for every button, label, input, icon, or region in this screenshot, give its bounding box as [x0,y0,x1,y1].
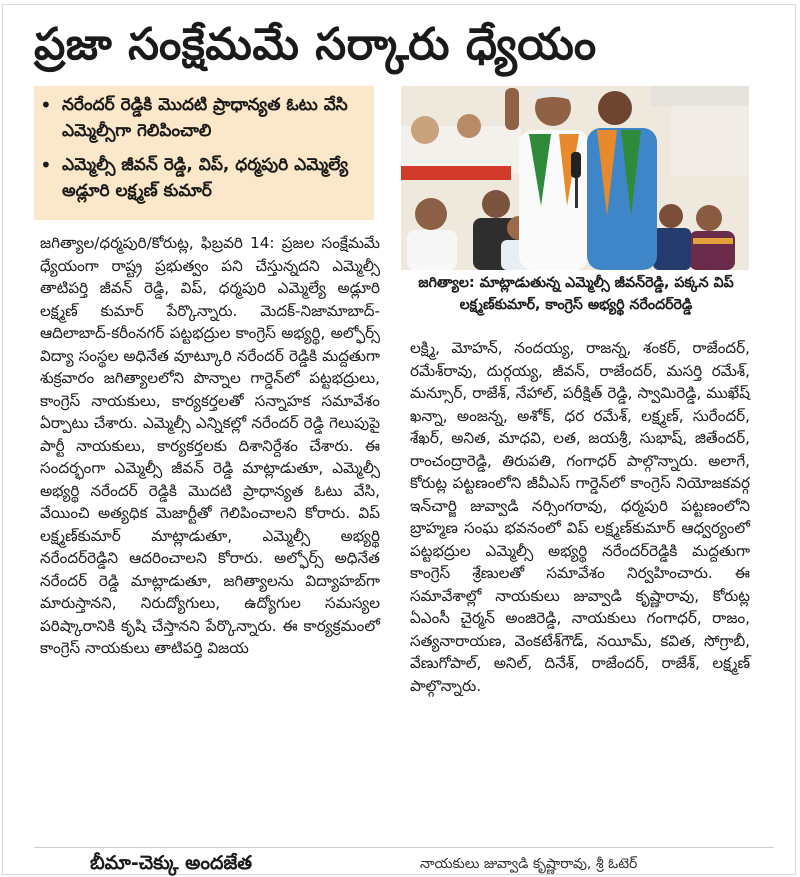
section-divider [34,847,774,848]
article-column-left: జగిత్యాల/ధర్మపురి/కోరుట్ల, ఫిబ్రవరి 14: ప్రజల సంక్షేమమే ధ్యేయంగా రాష్ట్ర ప్రభుత్వం పని చేస్తున్నదని ఎమ్మెల్సీ తాటిపర్తి జీవన్ రెడ్డి, విప్, ధర్మపురి ఎమ్మెల్యే అడ్లూరి లక్ష్మణ్ కుమార్ పేర్కొన్నారు. మెదక్-నిజామాబాద్-ఆదిలాబాద్-కరీంనగర్ పట్టభద్రుల కాంగ్రెస్ అభ్యర్థి, అల్ఫోర్స్ విద్యా సంస్థల అధినేత వూట్కూరి నరేందర్ రెడ్డికి మద్దతుగా శుక్రవారం జగిత్యాలలోని పొన్నాల గార్డెన్‌లో పట్టభద్రులు, కాంగ్రెస్ నాయకులు, కార్యకర్తలతో సన్నాహక సమావేశం ఏర్పాటు చేశారు. ఎమ్మెల్సీ ఎన్నికల్లో నరేందర్ రెడ్డి గెలుపుపై పార్టీ నాయకులు, కార్యకర్తలకు దిశానిర్దేశం చేశారు. ఈ సందర్భంగా ఎమ్మెల్సీ జీవన్ రెడ్డి మాట్లాడుతూ, ఎమ్మెల్సీ అభ్యర్థి నరేందర్ రెడ్డికి మొదటి ప్రాధాన్యత ఓటు వేసి, వేయించి అత్యధిక మెజార్టీతో గెలిపించాలని కోరారు. విప్ లక్ష్మణ్‌కుమార్ మాట్లాడుతూ, ఎమ్మెల్సీ అభ్యర్థి నరేందర్‌రెడ్డిని ఆదరించాలని కోరారు. అల్ఫోర్స్ అధినేత నరేందర్ రెడ్డి మాట్లాడుతూ, జగిత్యాలను విద్యాహబ్‌గా మారుస్తానని, నిరుద్యోగులు, ఉద్యోగుల సమస్యల పరిష్కారానికి కృషి చేస్తానని పేర్కొన్నారు. ఈ కార్యక్రమంలో కాంగ్రెస్ నాయకులు తాటిపర్తి విజయ [40,234,380,657]
news-photo [401,86,749,270]
group-photo-illustration [401,86,749,270]
subheadline-bullet [40,92,368,144]
bullet-dot-icon: • [40,153,52,177]
article-column-right: లక్ష్మి, మోహన్, నందయ్య, రాజన్న, శంకర్, రాజేందర్, రమేశ్‌రావు, దుర్గయ్య, జీవన్, రాజేందర్, మసర్తి రమేశ్, మన్సూర్, రాజేశ్, నేహాల్, పరీక్షిత్ రెడ్డి, స్వామిరెడ్డి, ముఖేష్ ఖన్నా, అంజన్న, అశోక్, ధర రమేశ్, లక్ష్మణ్, సురేందర్, శేఖర్, అనిత, మాధవి, లత, జయశ్రీ, సుభాష్, జితేందర్, రాంచంద్రారెడ్డి, తిరుపతి, గంగాధర్ పాల్గొన్నారు. అలాగే, కోరుట్ల పట్టణంలోని జీవీఎస్ గార్డెన్‌లో కాంగ్రెస్ నియోజకవర్గ ఇన్‌చార్జి జువ్వాడి నర్సింగరావు, ధర్మపురి పట్టణంలోని బ్రాహ్మణ సంఘ భవనంలో విప్ లక్ష్మణ్‌కుమార్ ఆధ్వర్యంలో పట్టభద్రుల ఎమ్మెల్సీ అభ్యర్థి నరేందర్‌రెడ్డికి మద్దతుగా కాంగ్రెస్ శ్రేణులతో సమావేశం నిర్వహించారు. ఈ సమావేశాల్లో నాయకులు జువ్వాడి కృష్ణారావు, కోరుట్ల ఏఎంసీ చైర్మన్ అంజిరెడ్డి, నాయకులు గంగాధర్, రాజం, సత్యనారాయణ, వెంకటేశ్‌గౌడ్, నయీమ్, కవిత, సోగ్రాబీ, వేణుగోపాల్, అనిల్, దినేశ్, రాజేందర్, రాజేశ్, లక్ష్మణ్ పాల్గొన్నారు. [410,339,750,695]
subheadline-text: ఎమ్మెల్సీ జీవన్ రెడ్డి, విప్, ధర్మపురి ఎమ్మెల్యే అడ్లూరి లక్ష్మణ్ కుమార్ [62,155,349,201]
subheadline-box [34,86,374,220]
subheadline-bullet [40,152,368,204]
headline: ప్రజా సంక్షేమమే సర్కారు ధ్యేయం [34,19,597,70]
next-article-text: నాయకులు జువ్వాడి కృష్ణారావు, శ్రీ ఓటెర్ [420,856,638,872]
bullet-dot-icon: • [40,93,52,117]
photo-caption: జగిత్యాల: మాట్లాడుతున్న ఎమ్మెల్సీ జీవన్‌రెడ్డి, పక్కన విప్ లక్ష్మణ్‌కుమార్, కాంగ్రెస్ అభ్యర్థి నరేందర్‌రెడ్డి [418,275,734,313]
next-article-headline: బీమా-చెక్కు అందజేత [90,852,253,874]
subheadline-text: నరేందర్ రెడ్డికి మొదటి ప్రాధాన్యత ఓటు వేసి ఎమ్మెల్సీగా గెలిపించాలి [62,95,348,141]
